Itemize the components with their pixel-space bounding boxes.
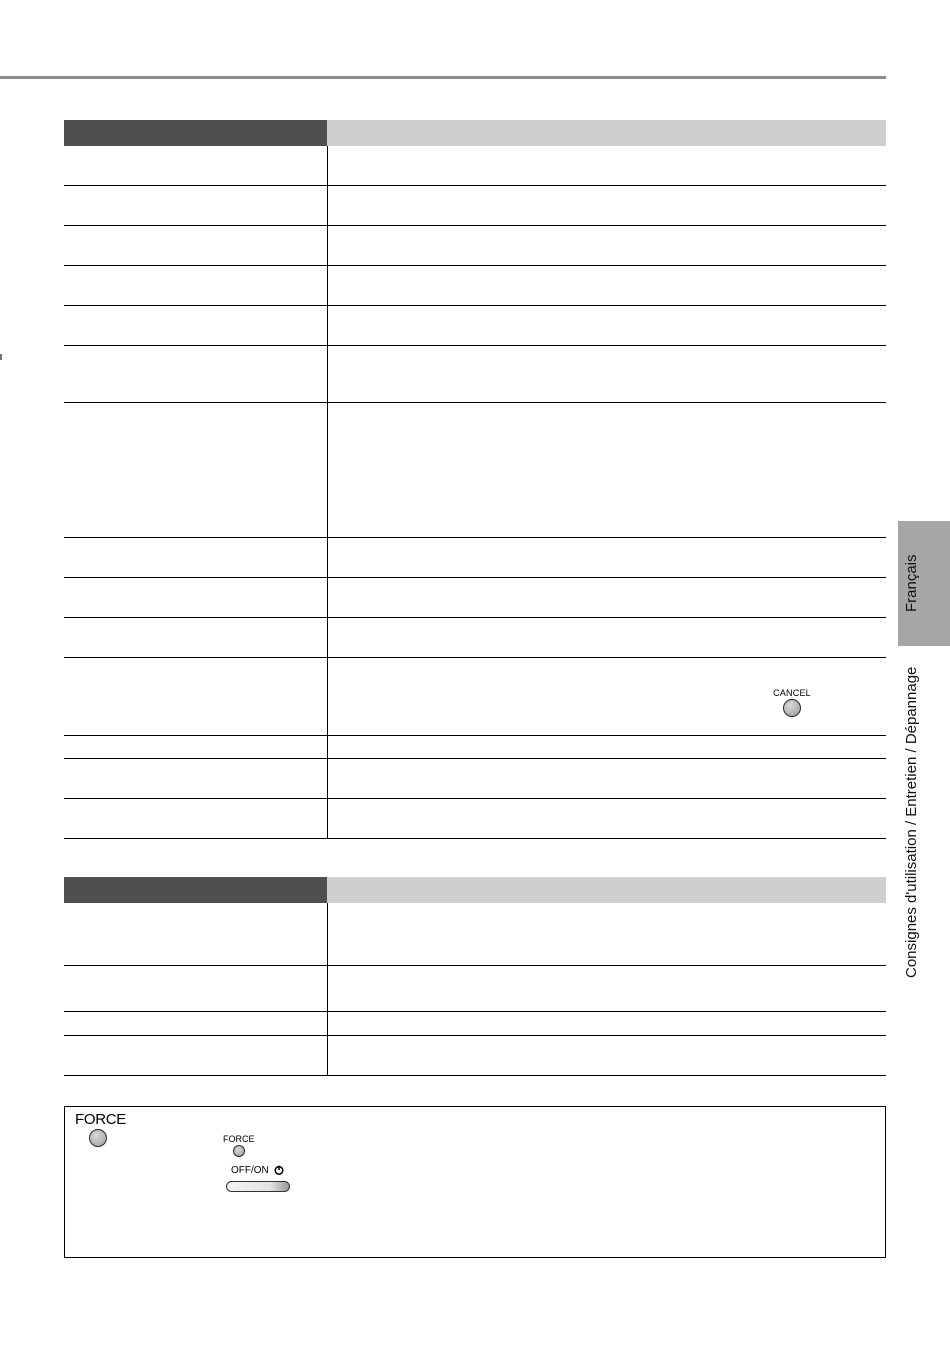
row-cause [327,618,886,657]
row-symptom [64,226,327,265]
cancel-button-label: CANCEL [773,688,811,698]
round-button-icon [783,699,801,717]
row-cause [327,799,886,838]
row-symptom [64,799,327,838]
row-cause [327,186,886,225]
row-cause [327,1036,886,1075]
row-symptom [64,759,327,798]
troubleshooting-table-2 [64,877,886,1076]
header-cell-symptom [64,120,327,146]
row-cause [327,306,886,345]
row-cause [327,966,886,1011]
row-cause [327,146,886,185]
top-rule [0,76,886,79]
row-symptom [64,903,327,965]
table-row [64,266,886,306]
row-cause [327,759,886,798]
table-row [64,146,886,186]
offon-label: OFF/ON [231,1165,269,1176]
header-cell-cause [327,120,886,146]
force-small-button-icon [233,1145,245,1157]
row-symptom [64,186,327,225]
row-cause [327,903,886,965]
table-row [64,403,886,538]
row-symptom [64,403,327,537]
force-small-label: FORCE [223,1134,255,1144]
row-cause [327,1012,886,1035]
row-cause [327,403,886,537]
table-row [64,966,886,1012]
force-button-icon [89,1129,107,1147]
row-symptom [64,658,327,735]
row-symptom [64,966,327,1011]
table-row [64,759,886,799]
force-title: FORCE [75,1111,127,1128]
language-tab: Français [903,554,920,613]
table-row [64,618,886,658]
row-cause [327,226,886,265]
table-header [64,877,886,903]
cancel-button-illustration [772,688,812,720]
row-symptom [64,266,327,305]
row-symptom [64,346,327,402]
header-cell-cause [327,877,886,903]
table-row [64,903,886,966]
table-row [64,736,886,759]
offon-button-icon [226,1181,290,1192]
row-cause [327,266,886,305]
row-symptom [64,578,327,617]
row-symptom [64,1012,327,1035]
row-symptom [64,618,327,657]
section-tab: Consignes d'utilisation / Entretien / Dépannage [903,666,920,978]
force-info-box [64,1106,886,1258]
row-symptom [64,538,327,577]
row-cause [327,658,886,735]
table-row [64,578,886,618]
table-row [64,306,886,346]
table-row [64,346,886,403]
row-cause [327,736,886,758]
margin-mark [0,354,2,360]
row-cause [327,346,886,402]
table-row [64,1036,886,1076]
table-row [64,226,886,266]
row-symptom [64,1036,327,1075]
table-row [64,658,886,736]
power-icon [274,1165,284,1175]
troubleshooting-table-1 [64,120,886,839]
row-symptom [64,736,327,758]
row-symptom [64,306,327,345]
row-symptom [64,146,327,185]
row-cause [327,578,886,617]
table-header [64,120,886,146]
table-row [64,799,886,839]
table-row [64,1012,886,1036]
row-cause [327,538,886,577]
table-row [64,186,886,226]
table-row [64,538,886,578]
header-cell-symptom [64,877,327,903]
